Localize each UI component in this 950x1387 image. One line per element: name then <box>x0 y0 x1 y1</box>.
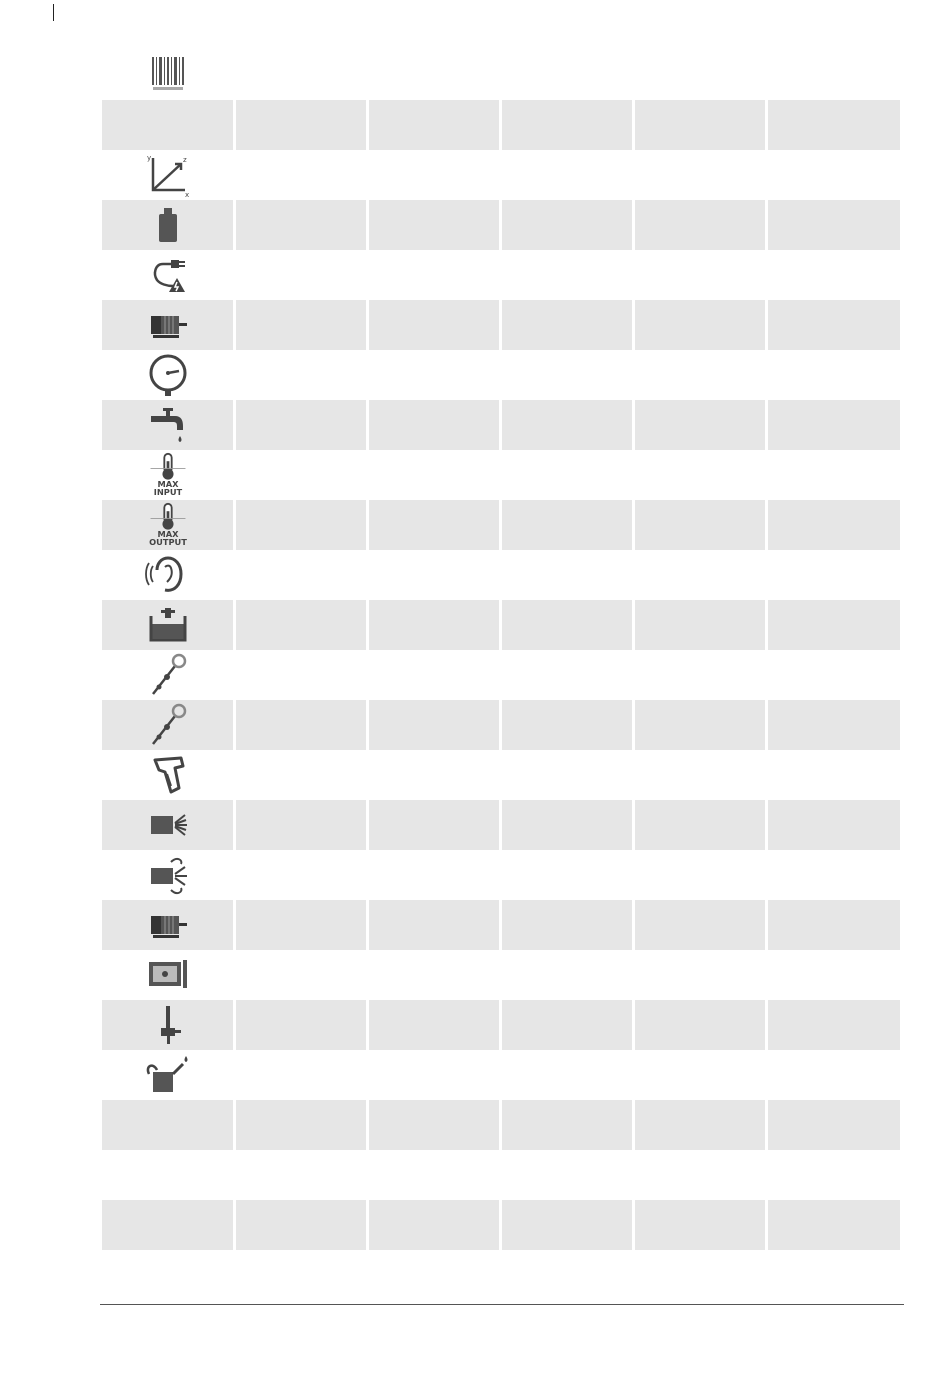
value-cell <box>635 400 768 450</box>
value-cell <box>635 300 768 350</box>
value-cell <box>369 950 502 1000</box>
value-cell <box>236 250 369 300</box>
value-cell <box>635 200 768 250</box>
dimensions-icon <box>145 152 191 198</box>
value-cell <box>635 600 768 650</box>
value-cell <box>369 1100 502 1150</box>
tank-icon <box>145 602 191 648</box>
value-cell <box>502 1250 635 1300</box>
value-cell <box>369 350 502 400</box>
value-cell <box>369 850 502 900</box>
row-icon-cell <box>102 1050 236 1100</box>
value-cell <box>502 650 635 700</box>
table-row <box>102 1050 902 1100</box>
value-cell <box>768 650 900 700</box>
row-icon-cell <box>102 350 236 400</box>
value-cell <box>502 600 635 650</box>
table-row <box>102 1250 902 1300</box>
noise-ear-icon <box>145 552 191 598</box>
water-tap-icon <box>145 402 191 448</box>
lance-icon <box>145 652 191 698</box>
value-cell <box>502 400 635 450</box>
table-row <box>102 1150 902 1200</box>
value-cell <box>768 1100 900 1150</box>
value-cell <box>369 500 502 550</box>
row-icon-cell <box>102 250 236 300</box>
value-cell <box>635 450 768 500</box>
value-cell <box>369 1150 502 1200</box>
row-icon-cell <box>102 1100 236 1150</box>
value-cell <box>369 750 502 800</box>
value-cell <box>635 150 768 200</box>
value-cell <box>369 800 502 850</box>
value-cell <box>369 450 502 500</box>
value-cell <box>768 1050 900 1100</box>
value-cell <box>768 1250 900 1300</box>
table-row <box>102 100 902 150</box>
table-row <box>102 150 902 200</box>
value-cell <box>768 1200 900 1250</box>
value-cell <box>236 350 369 400</box>
value-cell <box>236 300 369 350</box>
table-row <box>102 300 902 350</box>
value-cell <box>768 1000 900 1050</box>
power-cable-icon <box>145 252 191 298</box>
table-row <box>102 750 902 800</box>
value-cell <box>502 450 635 500</box>
crop-mark <box>53 4 54 21</box>
row-icon-cell <box>102 100 236 150</box>
row-icon-cell <box>102 850 236 900</box>
spray-gun-icon <box>145 752 191 798</box>
value-cell <box>236 450 369 500</box>
value-cell <box>635 650 768 700</box>
row-icon-cell <box>102 700 236 750</box>
value-cell <box>502 1000 635 1050</box>
spec-table <box>102 100 902 1300</box>
value-cell <box>635 1000 768 1050</box>
value-cell <box>236 150 369 200</box>
value-cell <box>768 500 900 550</box>
row-icon-cell <box>102 750 236 800</box>
value-cell <box>502 250 635 300</box>
value-cell <box>502 1050 635 1100</box>
row-icon-cell <box>102 300 236 350</box>
value-cell <box>768 250 900 300</box>
value-cell <box>768 600 900 650</box>
max-input-label-2: INPUT <box>153 487 182 498</box>
value-cell <box>502 350 635 400</box>
value-cell <box>369 1250 502 1300</box>
oil-can-icon <box>145 1052 191 1098</box>
rotating-nozzle-icon <box>145 852 191 898</box>
value-cell <box>635 950 768 1000</box>
table-row <box>102 600 902 650</box>
table-row <box>102 1000 902 1050</box>
value-cell <box>635 800 768 850</box>
value-cell <box>635 100 768 150</box>
row-icon-cell <box>102 550 236 600</box>
row-icon-cell <box>102 650 236 700</box>
value-cell <box>369 900 502 950</box>
value-cell <box>768 950 900 1000</box>
value-cell <box>502 1100 635 1150</box>
value-cell <box>502 950 635 1000</box>
max-input-label-1: MAX <box>157 478 178 489</box>
bottom-rule <box>100 1304 904 1305</box>
barcode-icon <box>148 55 190 93</box>
value-cell <box>236 950 369 1000</box>
nozzle-icon <box>145 802 191 848</box>
value-cell <box>768 350 900 400</box>
row-icon-cell <box>102 950 236 1000</box>
value-cell <box>236 1150 369 1200</box>
value-cell <box>635 550 768 600</box>
value-cell <box>369 1000 502 1050</box>
table-row <box>102 900 902 950</box>
table-row <box>102 800 902 850</box>
table-row <box>102 700 902 750</box>
value-cell <box>502 1150 635 1200</box>
value-cell <box>369 700 502 750</box>
table-row <box>102 850 902 900</box>
table-row <box>102 550 902 600</box>
value-cell <box>768 400 900 450</box>
value-cell <box>635 850 768 900</box>
max-output-label-2: OUTPUT <box>148 537 187 548</box>
row-icon-cell <box>102 1150 236 1200</box>
value-cell <box>502 300 635 350</box>
row-icon-cell <box>102 1000 236 1050</box>
value-cell <box>236 1200 369 1250</box>
value-cell <box>502 500 635 550</box>
value-cell <box>369 1050 502 1100</box>
row-icon-cell <box>102 150 236 200</box>
table-row <box>102 950 902 1000</box>
value-cell <box>236 1250 369 1300</box>
lance-icon <box>145 702 191 748</box>
value-cell <box>502 200 635 250</box>
value-cell <box>369 250 502 300</box>
table-row <box>102 250 902 300</box>
value-cell <box>369 1200 502 1250</box>
value-cell <box>768 850 900 900</box>
value-cell <box>236 400 369 450</box>
value-cell <box>635 1250 768 1300</box>
value-cell <box>635 350 768 400</box>
value-cell <box>768 900 900 950</box>
value-cell <box>236 500 369 550</box>
value-cell <box>502 850 635 900</box>
value-cell <box>635 900 768 950</box>
value-cell <box>768 450 900 500</box>
value-cell <box>369 600 502 650</box>
value-cell <box>768 550 900 600</box>
value-cell <box>236 850 369 900</box>
table-row <box>102 200 902 250</box>
row-icon-cell <box>102 200 236 250</box>
value-cell <box>635 250 768 300</box>
value-cell <box>236 800 369 850</box>
value-cell <box>635 1150 768 1200</box>
value-cell <box>768 300 900 350</box>
value-cell <box>236 550 369 600</box>
value-cell <box>502 800 635 850</box>
value-cell <box>635 500 768 550</box>
svg-text:x: x <box>184 191 189 198</box>
value-cell <box>369 650 502 700</box>
value-cell <box>768 200 900 250</box>
row-icon-cell <box>102 1200 236 1250</box>
table-row <box>102 1200 902 1250</box>
row-icon-cell <box>102 500 236 550</box>
value-cell <box>502 700 635 750</box>
value-cell <box>369 200 502 250</box>
value-cell <box>635 1200 768 1250</box>
value-cell <box>502 750 635 800</box>
value-cell <box>236 1050 369 1100</box>
value-cell <box>236 750 369 800</box>
motor-icon <box>145 902 191 948</box>
svg-text:z: z <box>182 156 187 164</box>
value-cell <box>369 150 502 200</box>
weight-icon <box>145 202 191 248</box>
row-icon-cell <box>102 450 236 500</box>
value-cell <box>236 1000 369 1050</box>
row-icon-cell <box>102 1250 236 1300</box>
max-input-temperature-icon <box>145 452 191 498</box>
table-row <box>102 400 902 450</box>
value-cell <box>502 100 635 150</box>
value-cell <box>236 100 369 150</box>
table-row <box>102 1100 902 1150</box>
value-cell <box>369 300 502 350</box>
value-cell <box>768 1150 900 1200</box>
value-cell <box>635 750 768 800</box>
table-row <box>102 350 902 400</box>
value-cell <box>502 550 635 600</box>
control-panel-icon <box>145 952 191 998</box>
value-cell <box>236 1100 369 1150</box>
row-icon-cell <box>102 900 236 950</box>
value-cell <box>236 200 369 250</box>
row-icon-cell <box>102 600 236 650</box>
valve-icon <box>145 1002 191 1048</box>
value-cell <box>768 750 900 800</box>
value-cell <box>236 600 369 650</box>
value-cell <box>502 900 635 950</box>
value-cell <box>369 400 502 450</box>
row-icon-cell <box>102 400 236 450</box>
value-cell <box>635 1050 768 1100</box>
table-row <box>102 450 902 500</box>
value-cell <box>236 700 369 750</box>
table-row <box>102 650 902 700</box>
value-cell <box>768 100 900 150</box>
value-cell <box>635 1100 768 1150</box>
value-cell <box>369 550 502 600</box>
value-cell <box>768 700 900 750</box>
motor-icon <box>145 302 191 348</box>
pressure-gauge-icon <box>145 352 191 398</box>
value-cell <box>502 150 635 200</box>
value-cell <box>369 100 502 150</box>
table-row <box>102 500 902 550</box>
value-cell <box>768 150 900 200</box>
value-cell <box>502 1200 635 1250</box>
value-cell <box>236 650 369 700</box>
svg-text:y: y <box>146 154 151 162</box>
max-output-label-1: MAX <box>157 528 178 539</box>
value-cell <box>635 700 768 750</box>
value-cell <box>768 800 900 850</box>
row-icon-cell <box>102 800 236 850</box>
value-cell <box>236 900 369 950</box>
max-output-temperature-icon <box>145 502 191 548</box>
